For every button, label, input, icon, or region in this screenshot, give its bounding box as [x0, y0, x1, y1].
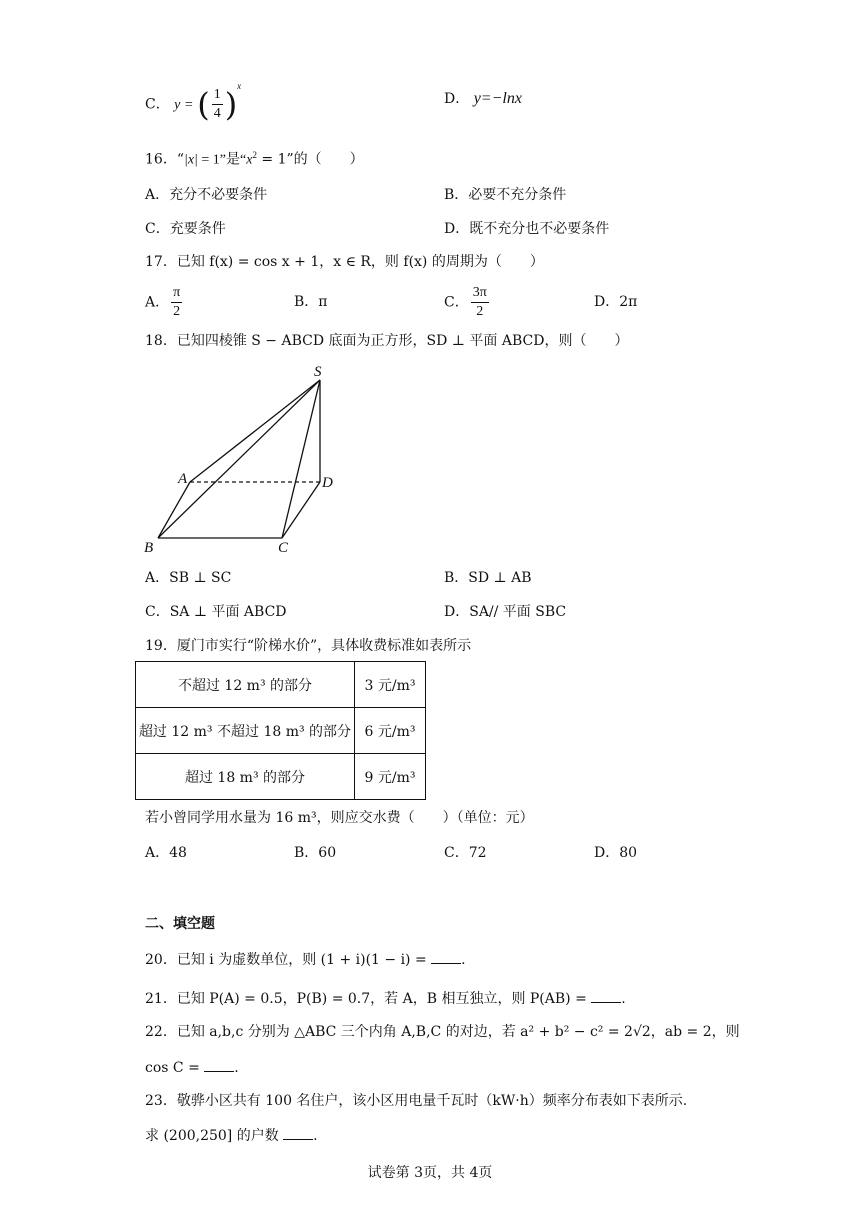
label-c: C [278, 540, 289, 556]
q18-option-d: D．SA// 平面 SBC [444, 604, 567, 620]
label-s: S [314, 364, 322, 380]
table-row [136, 662, 426, 708]
q16-option-d: D．既不充分也不必要条件 [444, 221, 610, 237]
q15-option-d: D． y=−lnx [444, 90, 522, 107]
q19-option-d: D．80 [594, 845, 638, 861]
q18-option-a: A．SB ⊥ SC [145, 570, 232, 586]
answer-blank[interactable] [283, 1125, 313, 1140]
table-cell-price: 3 元/m³ [355, 662, 426, 708]
q23-line2: 求 (200,250] 的户数 . [145, 1125, 318, 1146]
q18-option-c: C．SA ⊥ 平面 ABCD [145, 604, 287, 620]
edge-ab [158, 482, 190, 538]
pyramid-figure [140, 360, 360, 560]
answer-blank[interactable] [204, 1057, 234, 1072]
q17-option-a: A． $\frac{\pi}{2}$ [145, 285, 181, 319]
q19-option-b: B．60 [294, 845, 337, 861]
section-heading: 二、填空题 [145, 916, 215, 932]
edge-cd [282, 482, 320, 538]
q16-option-b: B．必要不充分条件 [444, 187, 567, 203]
q19-option-c: C．72 [444, 845, 487, 861]
label-b: B [144, 540, 154, 556]
water-price-table [135, 661, 426, 800]
q20: 20．已知 i 为虚数单位，则 (1 + i)(1 − i) = . [145, 949, 466, 970]
answer-blank[interactable] [591, 988, 621, 1003]
table-cell-range: 超过 12 m³ 不超过 18 m³ 的部分 [136, 708, 355, 754]
table-cell-price: 9 元/m³ [355, 754, 426, 800]
table-row [136, 754, 426, 800]
q16-option-c: C．充要条件 [145, 221, 226, 237]
q16-option-a: A．充分不必要条件 [145, 187, 268, 203]
edge-sb [158, 380, 320, 538]
fraction: $\frac{1}{4}$ [213, 87, 221, 121]
edge-sc [282, 380, 320, 538]
answer-blank[interactable] [431, 949, 461, 964]
q17-stem: 17．已知 f(x) = cos x + 1，x ∈ R，则 f(x) 的周期为（ ） [145, 254, 544, 270]
q19-stem: 19．厦门市实行“阶梯水价”，具体收费标准如表所示 [145, 638, 472, 654]
q21: 21．已知 P(A) = 0.5，P(B) = 0.7，若 A，B 相互独立，则 P(AB) = . [145, 988, 626, 1009]
q17-option-c: C． $\frac{3\pi}{2}$ [444, 285, 487, 319]
q18-option-b: B．SD ⊥ AB [444, 570, 532, 586]
q18-stem: 18．已知四棱锥 S − ABCD 底面为正方形，SD ⊥ 平面 ABCD，则（ ） [145, 333, 629, 349]
q16-stem: 16．“|x| = 1”是“$x^2 = 1$”的（ ） [145, 150, 364, 168]
q19-followup: 若小曾同学用水量为 16 m³，则应交水费（ ）（单位：元） [145, 810, 534, 826]
q17-option-b: B．π [294, 294, 328, 310]
table-cell-range: 不超过 12 m³ 的部分 [136, 662, 355, 708]
table-row [136, 708, 426, 754]
label-a: A [178, 471, 188, 487]
q23-line1: 23．敬骅小区共有 100 名住户，该小区用电量千瓦时（kW·h）频率分布表如下表所示. [145, 1093, 688, 1109]
q17-option-d: D．2π [594, 294, 638, 310]
fraction: $\frac{3\pi}{2}$ [472, 285, 487, 319]
table-cell-range: 超过 18 m³ 的部分 [136, 754, 355, 800]
q22-line2: cos C = . [145, 1057, 239, 1078]
edge-sa [190, 380, 320, 482]
q19-option-a: A．48 [145, 845, 187, 861]
table-cell-price: 6 元/m³ [355, 708, 426, 754]
page-footer: 试卷第 3页，共 4页 [367, 1165, 493, 1181]
label-d: D [322, 475, 333, 491]
q22-line1: 22．已知 a,b,c 分别为 △ABC 三个内角 A,B,C 的对边，若 a² + b² − c² = 2√2，ab = 2，则 [145, 1024, 740, 1040]
fraction: $\frac{\pi}{2}$ [173, 285, 181, 319]
q15-option-c: C． y = ( $\frac{1}{4}$ )$^x$ [145, 80, 242, 124]
